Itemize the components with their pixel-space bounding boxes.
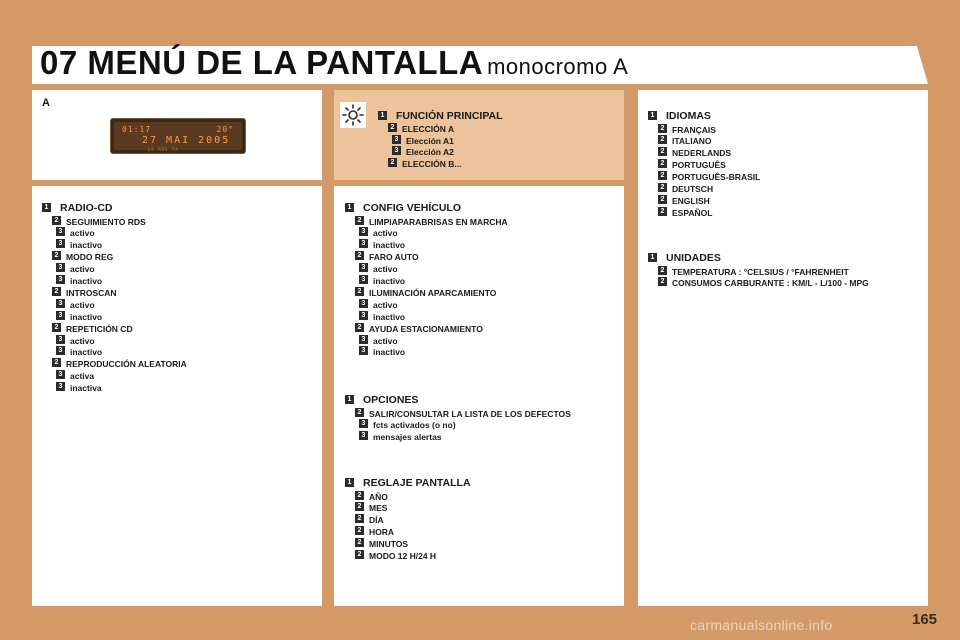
level-1-badge: 1 [345,478,354,487]
level-2-badge: 2 [658,135,667,144]
level-3-badge: 3 [56,335,65,344]
level-3-badge: 3 [56,239,65,248]
level-3-badge: 3 [359,299,368,308]
config-menu-item-label: AYUDA ESTACIONAMIENTO [369,323,483,334]
radio-menu-item-label: REPRODUCCIÓN ALEATORIA [66,359,187,370]
func-menu-item-label: ELECCIÓN A [402,124,455,134]
level-3-badge: 3 [359,346,368,355]
radio-menu-item-label: activo [70,228,95,239]
level-2-badge: 2 [355,526,364,535]
level-1-badge: 1 [345,395,354,404]
radio-menu-item-label: activo [70,299,95,310]
func-menu-item-label: ELECCIÓN B... [402,158,462,169]
config-menu-item-label: activo [373,264,398,275]
level-2-badge: 2 [52,251,61,260]
display-label: A [42,97,50,109]
level-3-badge: 3 [359,311,368,320]
sun-icon [340,102,366,128]
radio-menu-item-label: inactivo [70,311,103,322]
radio-menu-item-label: inactiva [70,383,102,394]
options-menu-item-label: mensajes alertas [373,432,442,443]
level-1-badge: 1 [648,111,657,120]
display-date: 27 MAI 2005 [142,135,231,146]
languages-menu-item-label: PORTUGUÊS-BRASIL [672,172,761,183]
level-2-badge: 2 [658,207,667,216]
level-2-badge: 2 [52,287,61,296]
languages-menu-item-label: ENGLISH [672,195,710,206]
units-menu-item-label: CONSUMOS CARBURANTE : KM/L - L/100 - MPG [672,278,869,289]
level-3-badge: 3 [359,431,368,440]
radio-menu-item-label: SEGUIMIENTO RDS [66,216,146,227]
level-3-badge: 3 [359,419,368,428]
level-2-badge: 2 [355,251,364,260]
languages-menu-item-label: FRANÇAIS [672,124,716,135]
level-2-badge: 2 [355,287,364,296]
level-3-badge: 3 [56,382,65,391]
config-menu-item-label: inactivo [373,311,406,322]
config-menu-item-label: inactivo [373,276,406,286]
languages-menu-item-label: ITALIANO [672,136,712,147]
radio-menu-item-label: activo [70,264,95,275]
level-2-badge: 2 [658,266,667,275]
level-2-badge: 2 [355,514,364,523]
level-3-badge: 3 [56,227,65,236]
radio-menu-item-label: inactivo [70,347,103,358]
level-3-badge: 3 [392,146,401,155]
level-3-badge: 3 [359,239,368,248]
level-2-badge: 2 [355,491,364,500]
config-menu-item-label: FARO AUTO [369,252,419,263]
level-3-badge: 3 [359,335,368,344]
level-3-badge: 3 [56,263,65,272]
level-2-badge: 2 [658,159,667,168]
main-function-panel [334,90,624,180]
level-2-badge: 2 [355,550,364,559]
units-heading-label: UNIDADES [666,252,721,264]
config-menu-item-label: LIMPIAPARABRISAS EN MARCHA [369,216,508,227]
radio-menu-item-label: inactivo [70,276,103,286]
level-3-badge: 3 [56,346,65,355]
level-2-badge: 2 [355,502,364,511]
level-2-badge: 2 [658,183,667,192]
languages-menu-item-label: DEUTSCH [672,184,714,194]
config-menu-item-label: activo [373,299,398,310]
display-panel [32,90,322,180]
radio-menu-item-label: REPETICIÓN CD [66,323,133,334]
units-menu-item-label: TEMPERATURA : °CELSIUS / °FAHRENHEIT [672,266,849,277]
screen-menu-item-label: DÍA [369,515,384,526]
languages-heading-label: IDIOMAS [666,110,711,122]
screen-menu-item-label: MINUTOS [369,539,409,550]
level-2-badge: 2 [355,408,364,417]
radio-menu-item-label: activa [70,371,95,382]
level-2-badge: 2 [658,147,667,156]
level-2-badge: 2 [355,538,364,547]
options-heading-label: OPCIONES [363,394,419,406]
level-2-badge: 2 [388,123,397,132]
options-menu-item-label: fcts activados (o no) [373,420,456,431]
func-heading-label: FUNCIÓN PRINCIPAL [396,110,503,122]
display-temperature: 20° [216,125,234,134]
options-menu-item-label: SALIR/CONSULTAR LA LISTA DE LOS DEFECTOS [369,408,571,419]
level-3-badge: 3 [392,135,401,144]
monochrome-display [110,118,246,154]
radio-menu-item-label: inactivo [70,240,103,251]
level-3-badge: 3 [56,311,65,320]
level-3-badge: 3 [359,263,368,272]
radio-heading-label: RADIO-CD [60,202,113,214]
level-3-badge: 3 [359,275,368,284]
watermark: carmanualsonline.info [690,617,833,633]
radio-menu-item-label: activo [70,335,95,346]
page-number: 165 [912,611,938,628]
config-menu-item-label: activo [373,335,398,346]
display-indicators: LE RDS TA [148,147,179,152]
level-2-badge: 2 [52,216,61,225]
config-menu-item-label: inactivo [373,347,406,358]
level-2-badge: 2 [658,195,667,204]
level-3-badge: 3 [56,299,65,308]
level-2-badge: 2 [355,323,364,332]
level-3-badge: 3 [56,370,65,379]
level-3-badge: 3 [56,275,65,284]
languages-menu-item-label: NEDERLANDS [672,148,732,159]
screen-menu-item-label: HORA [369,527,395,538]
radio-menu-item-label: MODO REG [66,252,114,263]
display-time: 01:17 [122,125,152,134]
page-title: 07 MENÚ DE LA PANTALLA monocromo A [40,44,629,81]
config-heading-label: CONFIG VEHÍCULO [363,202,462,214]
level-2-badge: 2 [355,216,364,225]
level-1-badge: 1 [648,253,657,262]
func-menu-item-label: Elección A1 [406,135,454,146]
screen-menu-item-label: AÑO [369,491,388,502]
level-1-badge: 1 [42,203,51,212]
page-subtitle: monocromo A [487,54,629,79]
radio-menu-item-label: INTROSCAN [66,287,117,298]
level-3-badge: 3 [359,227,368,236]
level-2-badge: 2 [52,323,61,332]
level-2-badge: 2 [658,277,667,286]
func-menu-item-label: Elección A2 [406,147,454,158]
level-2-badge: 2 [388,158,397,167]
screen-menu-item-label: MODO 12 H/24 H [369,551,437,561]
screen-menu-item-label: MES [369,503,388,514]
languages-menu-item-label: ESPAÑOL [672,207,713,218]
config-menu-item-label: ILUMINACIÓN APARCAMIENTO [369,287,497,298]
level-1-badge: 1 [378,111,387,120]
level-2-badge: 2 [658,171,667,180]
config-menu-item-label: activo [373,228,398,239]
level-2-badge: 2 [658,124,667,133]
level-1-badge: 1 [345,203,354,212]
config-menu-item-label: inactivo [373,240,406,251]
screen-heading-label: REGLAJE PANTALLA [363,477,471,489]
languages-menu-item-label: PORTUGUÊS [672,160,726,171]
level-2-badge: 2 [52,358,61,367]
